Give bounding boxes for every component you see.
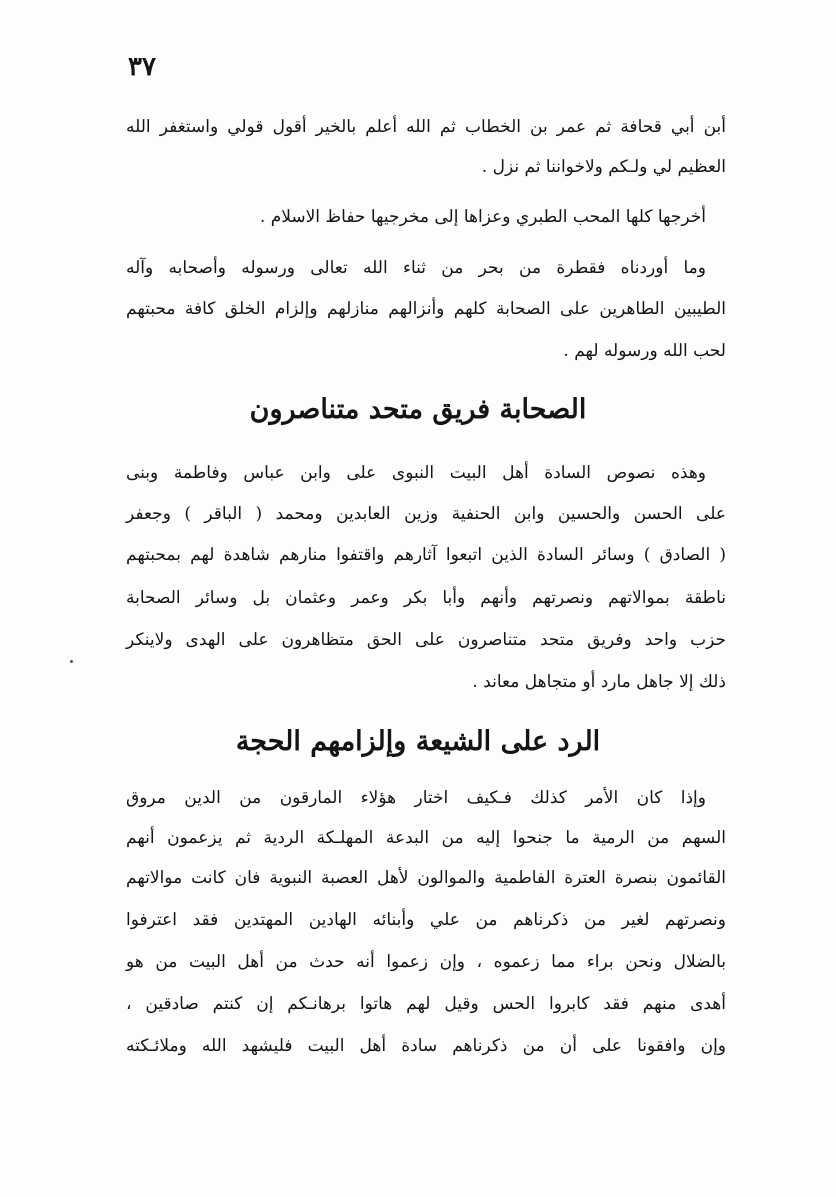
heading-text: الصحابة فريق متحد متناصرون bbox=[249, 394, 587, 425]
text-line: حزب واحد وفريق متحد متناصرون على الحق متظاهرون على الهدى ولاينكر bbox=[126, 630, 726, 650]
text-line: العظيم لي ولـكم ولاخواننا ثم نزل . bbox=[481, 157, 726, 177]
text-line: وإذا كان الأمر كذلك فـكيف اختار هؤلاء المارقون من الدين مروق bbox=[126, 788, 706, 808]
text-line: أبن أبي قحافة ثم عمر بن الخطاب ثم الله أعلم بالخير أقول قولي واستغفر الله bbox=[126, 117, 726, 137]
text-line: لحب الله ورسوله لهم . bbox=[563, 341, 726, 361]
text-line: القائمون بنصرة العترة الفاطمية والموالون لأهل العصبة النبوية فان كانت موالاتهم bbox=[126, 868, 726, 888]
text-line: السهم من الرمية ما جنحوا إليه من البدعة المهلـكة الردية ثم يزعمون أنهم bbox=[126, 828, 726, 848]
page-speck bbox=[70, 660, 73, 663]
text-line: ونصرتهم لغير من ذكرناهم من علي وأبنائه الهادين المهتدين فقد اعترفوا bbox=[126, 910, 726, 930]
text-line: وهذه نصوص السادة أهل البيت النبوى على وابن عباس وفاطمة وبنى bbox=[126, 463, 706, 483]
text-line: ( الصادق ) وسائر السادة الذين اتبعوا آثارهم واقتفوا منارهم شاهدة لهم بمحبتهم bbox=[126, 545, 726, 565]
text-line: أهدى منهم فقد كابروا الحس وقيل لهم هاتوا برهانـكم إن كنتم صادقين ، bbox=[126, 994, 726, 1014]
text-line: ذلك إلا جاهل مارد أو متجاهل معاند . bbox=[472, 672, 726, 692]
text-line: أخرجها كلها المحب الطبري وعزاها إلى مخرجيها حفاظ الاسلام . bbox=[259, 207, 706, 227]
text-line: وإن وافقونا على أن من ذكرناهم سادة أهل البيت فليشهد الله وملائـكته bbox=[126, 1036, 726, 1056]
text-line: بالضلال ونحن براء مما زعموه ، وإن زعموا أنه حدث من أهل البيت من هو bbox=[126, 952, 726, 972]
text-line: وما أوردناه فقطرة من بحر من ثناء الله تعالى ورسوله وأصحابه وآله bbox=[126, 258, 706, 278]
section-heading bbox=[0, 394, 836, 425]
heading-text: الرد على الشيعة وإلزامهم الحجة bbox=[235, 726, 601, 757]
page-number: ٣٧ bbox=[128, 52, 156, 82]
text-line: ناطقة بموالاتهم ونصرتهم وأنهم وأبا بكر وعمر وعثمان بل وسائر الصحابة bbox=[126, 588, 726, 608]
text-line: الطيبين الطاهرين على الصحابة كلهم وأنزالهم منازلهم وإلزام الخلق كافة محبتهم bbox=[126, 299, 726, 319]
text-line: على الحسن والحسين وابن الحنفية وزين العابدين ومحمد ( الباقر ) وجعفر bbox=[126, 504, 726, 524]
section-heading bbox=[0, 726, 836, 757]
